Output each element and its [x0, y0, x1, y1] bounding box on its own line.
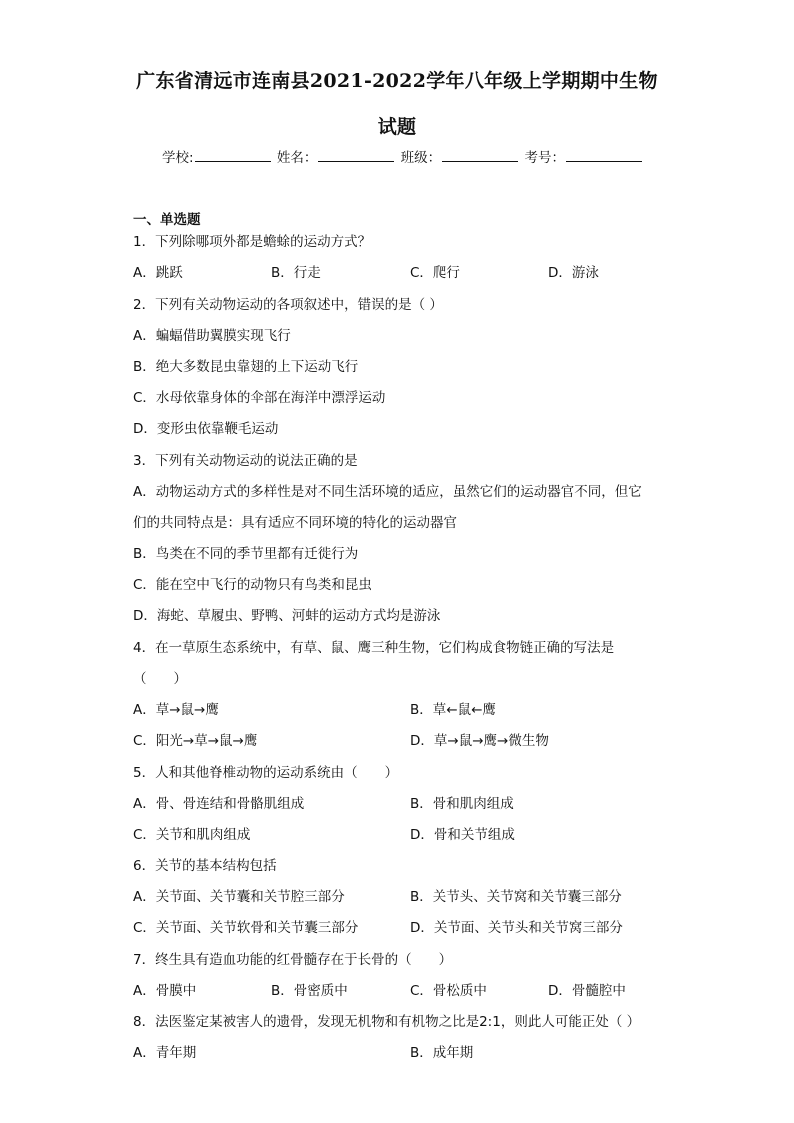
question-stem-continued: （ ）: [133, 671, 187, 687]
option-c[interactable]: C．骨松质中: [410, 983, 487, 999]
question-stem: 6．关节的基本结构包括: [133, 858, 277, 874]
option-d[interactable]: D．变形虫依靠鞭毛运动: [133, 421, 279, 437]
option-a-continued: 们的共同特点是：具有适应不同环境的特化的运动器官: [133, 515, 457, 531]
question-stem: 1．下列除哪项外都是蟾蜍的运动方式？: [133, 234, 372, 250]
option-d[interactable]: D．游泳: [548, 265, 599, 281]
question-stem: 2．下列有关动物运动的各项叙述中，错误的是（ ）: [133, 297, 443, 313]
option-a[interactable]: A．关节面、关节囊和关节腔三部分: [133, 889, 345, 905]
option-a[interactable]: A．青年期: [133, 1045, 197, 1061]
title-line-2: 试题: [377, 116, 417, 138]
exam-no-blank[interactable]: [566, 147, 642, 162]
school-blank[interactable]: [195, 147, 271, 162]
question-stem: 5．人和其他脊椎动物的运动系统由（ ）: [133, 765, 399, 781]
option-c[interactable]: C．爬行: [410, 265, 460, 281]
option-b[interactable]: B．成年期: [410, 1045, 474, 1061]
class-blank[interactable]: [442, 147, 518, 162]
option-c[interactable]: C．能在空中飞行的动物只有鸟类和昆虫: [133, 577, 372, 593]
class-label: 班级：: [400, 150, 442, 166]
option-b[interactable]: B．行走: [271, 265, 321, 281]
option-b[interactable]: B．骨密质中: [271, 983, 348, 999]
option-d[interactable]: D．骨髓腔中: [548, 983, 626, 999]
option-d[interactable]: D．草→鼠→鹰→微生物: [410, 733, 549, 749]
option-a[interactable]: A．跳跃: [133, 265, 183, 281]
option-d[interactable]: D．海蛇、草履虫、野鸭、河蚌的运动方式均是游泳: [133, 608, 441, 624]
option-a[interactable]: A．蝙蝠借助翼膜实现飞行: [133, 328, 291, 344]
option-a[interactable]: A．骨、骨连结和骨骼肌组成: [133, 796, 305, 812]
option-a[interactable]: A．骨膜中: [133, 983, 197, 999]
question-stem: 3．下列有关动物运动的说法正确的是: [133, 453, 358, 469]
option-c[interactable]: C．关节和肌肉组成: [133, 827, 251, 843]
question-stem: 4．在一草原生态系统中，有草、鼠、鹰三种生物，它们构成食物链正确的写法是: [133, 640, 615, 656]
name-blank[interactable]: [318, 147, 394, 162]
option-a[interactable]: A．动物运动方式的多样性是对不同生活环境的适应，虽然它们的运动器官不同，但它: [133, 484, 642, 500]
option-d[interactable]: D．关节面、关节头和关节窝三部分: [410, 920, 623, 936]
option-c[interactable]: C．阳光→草→鼠→鹰: [133, 733, 258, 749]
question-stem: 7．终生具有造血功能的红骨髓存在于长骨的（ ）: [133, 952, 453, 968]
section-title: 一、单选题: [133, 212, 201, 228]
title-line-1: 广东省清远市连南县2021-2022学年八年级上学期期中生物: [136, 70, 658, 92]
option-b[interactable]: B．关节头、关节窝和关节囊三部分: [410, 889, 622, 905]
school-label: 学校:: [162, 150, 194, 166]
exam-no-label: 考号：: [524, 150, 565, 166]
student-info-row: [162, 146, 644, 166]
option-d[interactable]: D．骨和关节组成: [410, 827, 515, 843]
option-b[interactable]: B．骨和肌肉组成: [410, 796, 514, 812]
option-c[interactable]: C．关节面、关节软骨和关节囊三部分: [133, 920, 359, 936]
option-a[interactable]: A．草→鼠→鹰: [133, 702, 219, 718]
question-stem: 8．法医鉴定某被害人的遗骨，发现无机物和有机物之比是2:1，则此人可能正处（ ）: [133, 1014, 641, 1030]
option-b[interactable]: B．绝大多数昆虫靠翅的上下运动飞行: [133, 359, 359, 375]
option-b[interactable]: B．草←鼠←鹰: [410, 702, 496, 718]
option-c[interactable]: C．水母依靠身体的伞部在海洋中漂浮运动: [133, 390, 386, 406]
option-b[interactable]: B．鸟类在不同的季节里都有迁徙行为: [133, 546, 359, 562]
name-label: 姓名：: [276, 150, 318, 166]
